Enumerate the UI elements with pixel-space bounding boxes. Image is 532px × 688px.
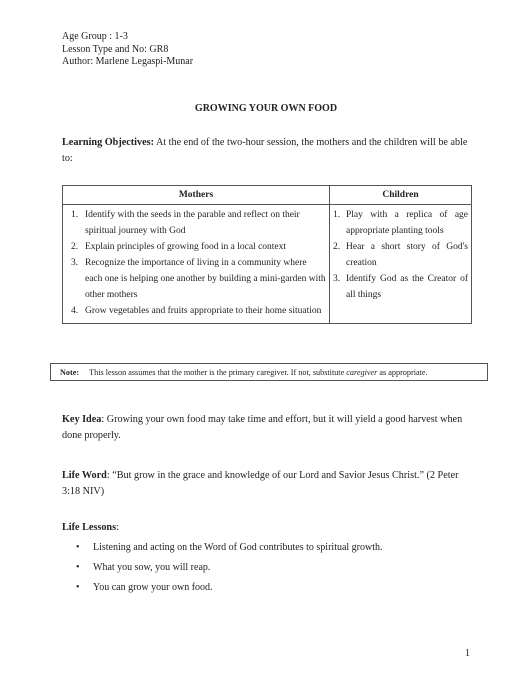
life-lessons-list: [62, 538, 383, 598]
item-text: Grow vegetables and fruits appropriate to their home situation: [85, 306, 322, 316]
life-word: [62, 468, 477, 500]
item-number: 4.: [71, 306, 79, 316]
item-text: Identify with the seeds in the parable and reflect on their spiritual journey with God: [85, 210, 300, 236]
page-number: 1: [465, 648, 470, 659]
item-text: Recognize the importance of living in a community where each one is helping one another by building a mini-garden with other mothers: [85, 258, 326, 300]
lesson-header: [62, 31, 193, 69]
item-text: Play with a replica of age appropriate planting tools: [346, 210, 468, 236]
children-objectives-cell: [330, 205, 472, 324]
item-number: 3.: [71, 258, 79, 268]
page-title: GROWING YOUR OWN FOOD: [194, 103, 338, 114]
note-text-end: as appropriate.: [377, 368, 428, 377]
table-header-children: Children: [330, 186, 472, 205]
table-header-mothers: Mothers: [63, 186, 330, 205]
note-text: This lesson assumes that the mother is the primary caregiver. If not, substitute: [89, 368, 347, 377]
key-idea-label: Key Idea: [62, 414, 102, 425]
lesson-text: Listening and acting on the Word of God contributes to spiritual growth.: [93, 542, 383, 553]
list-item: [330, 207, 468, 239]
list-item: [330, 271, 468, 303]
list-item: [62, 578, 383, 598]
life-lessons-colon: :: [116, 522, 119, 533]
mothers-objectives-cell: [63, 205, 330, 324]
list-item: [63, 303, 326, 319]
item-number: 2.: [71, 242, 79, 252]
item-number: 2.: [333, 242, 341, 252]
life-word-text: : “But grow in the grace and knowledge of our Lord and Savior Jesus Christ.” (2 Peter 3:18 NIV): [62, 470, 459, 497]
note-emphasis: caregiver: [346, 368, 378, 377]
mothers-objectives-list: [63, 207, 326, 319]
list-item: [63, 239, 326, 255]
item-text: Hear a short story of God's creation: [346, 242, 468, 268]
lesson-text: You can grow your own food.: [93, 582, 213, 593]
lesson-type: Lesson Type and No: GR8: [62, 43, 169, 55]
life-word-label: Life Word: [62, 470, 107, 481]
bullet-icon: •: [76, 582, 80, 593]
key-idea-text: : Growing your own food may take time and effort, but it will yield a good harvest when done properly.: [62, 414, 463, 441]
list-item: [63, 255, 326, 303]
life-lessons-heading: [62, 520, 477, 536]
bullet-icon: •: [76, 542, 80, 553]
item-text: Identify God as the Creator of all things: [346, 274, 468, 300]
item-number: 1.: [333, 210, 341, 220]
list-item: [62, 538, 383, 558]
item-number: 1.: [71, 210, 79, 220]
learning-objectives-text: At the end of the two-hour session, the mothers and the children will be able to:: [62, 137, 468, 164]
children-objectives-list: [330, 207, 468, 303]
bullet-icon: •: [76, 562, 80, 573]
note-label: Note:: [60, 368, 80, 377]
author: Author: Marlene Legaspi-Munar: [62, 56, 194, 67]
learning-objectives: [62, 135, 477, 167]
key-idea: [62, 412, 477, 444]
life-lessons-label: Life Lessons: [62, 522, 117, 533]
objectives-table: [62, 185, 472, 324]
list-item: [62, 558, 383, 578]
age-group: Age Group : 1-3: [62, 31, 128, 42]
item-text: Explain principles of growing food in a local context: [85, 242, 287, 252]
note-box: [50, 363, 488, 381]
list-item: [330, 239, 468, 271]
learning-objectives-label: Learning Objectives:: [62, 137, 154, 148]
list-item: [63, 207, 326, 239]
lesson-text: What you sow, you will reap.: [93, 562, 211, 573]
item-number: 3.: [333, 274, 341, 284]
